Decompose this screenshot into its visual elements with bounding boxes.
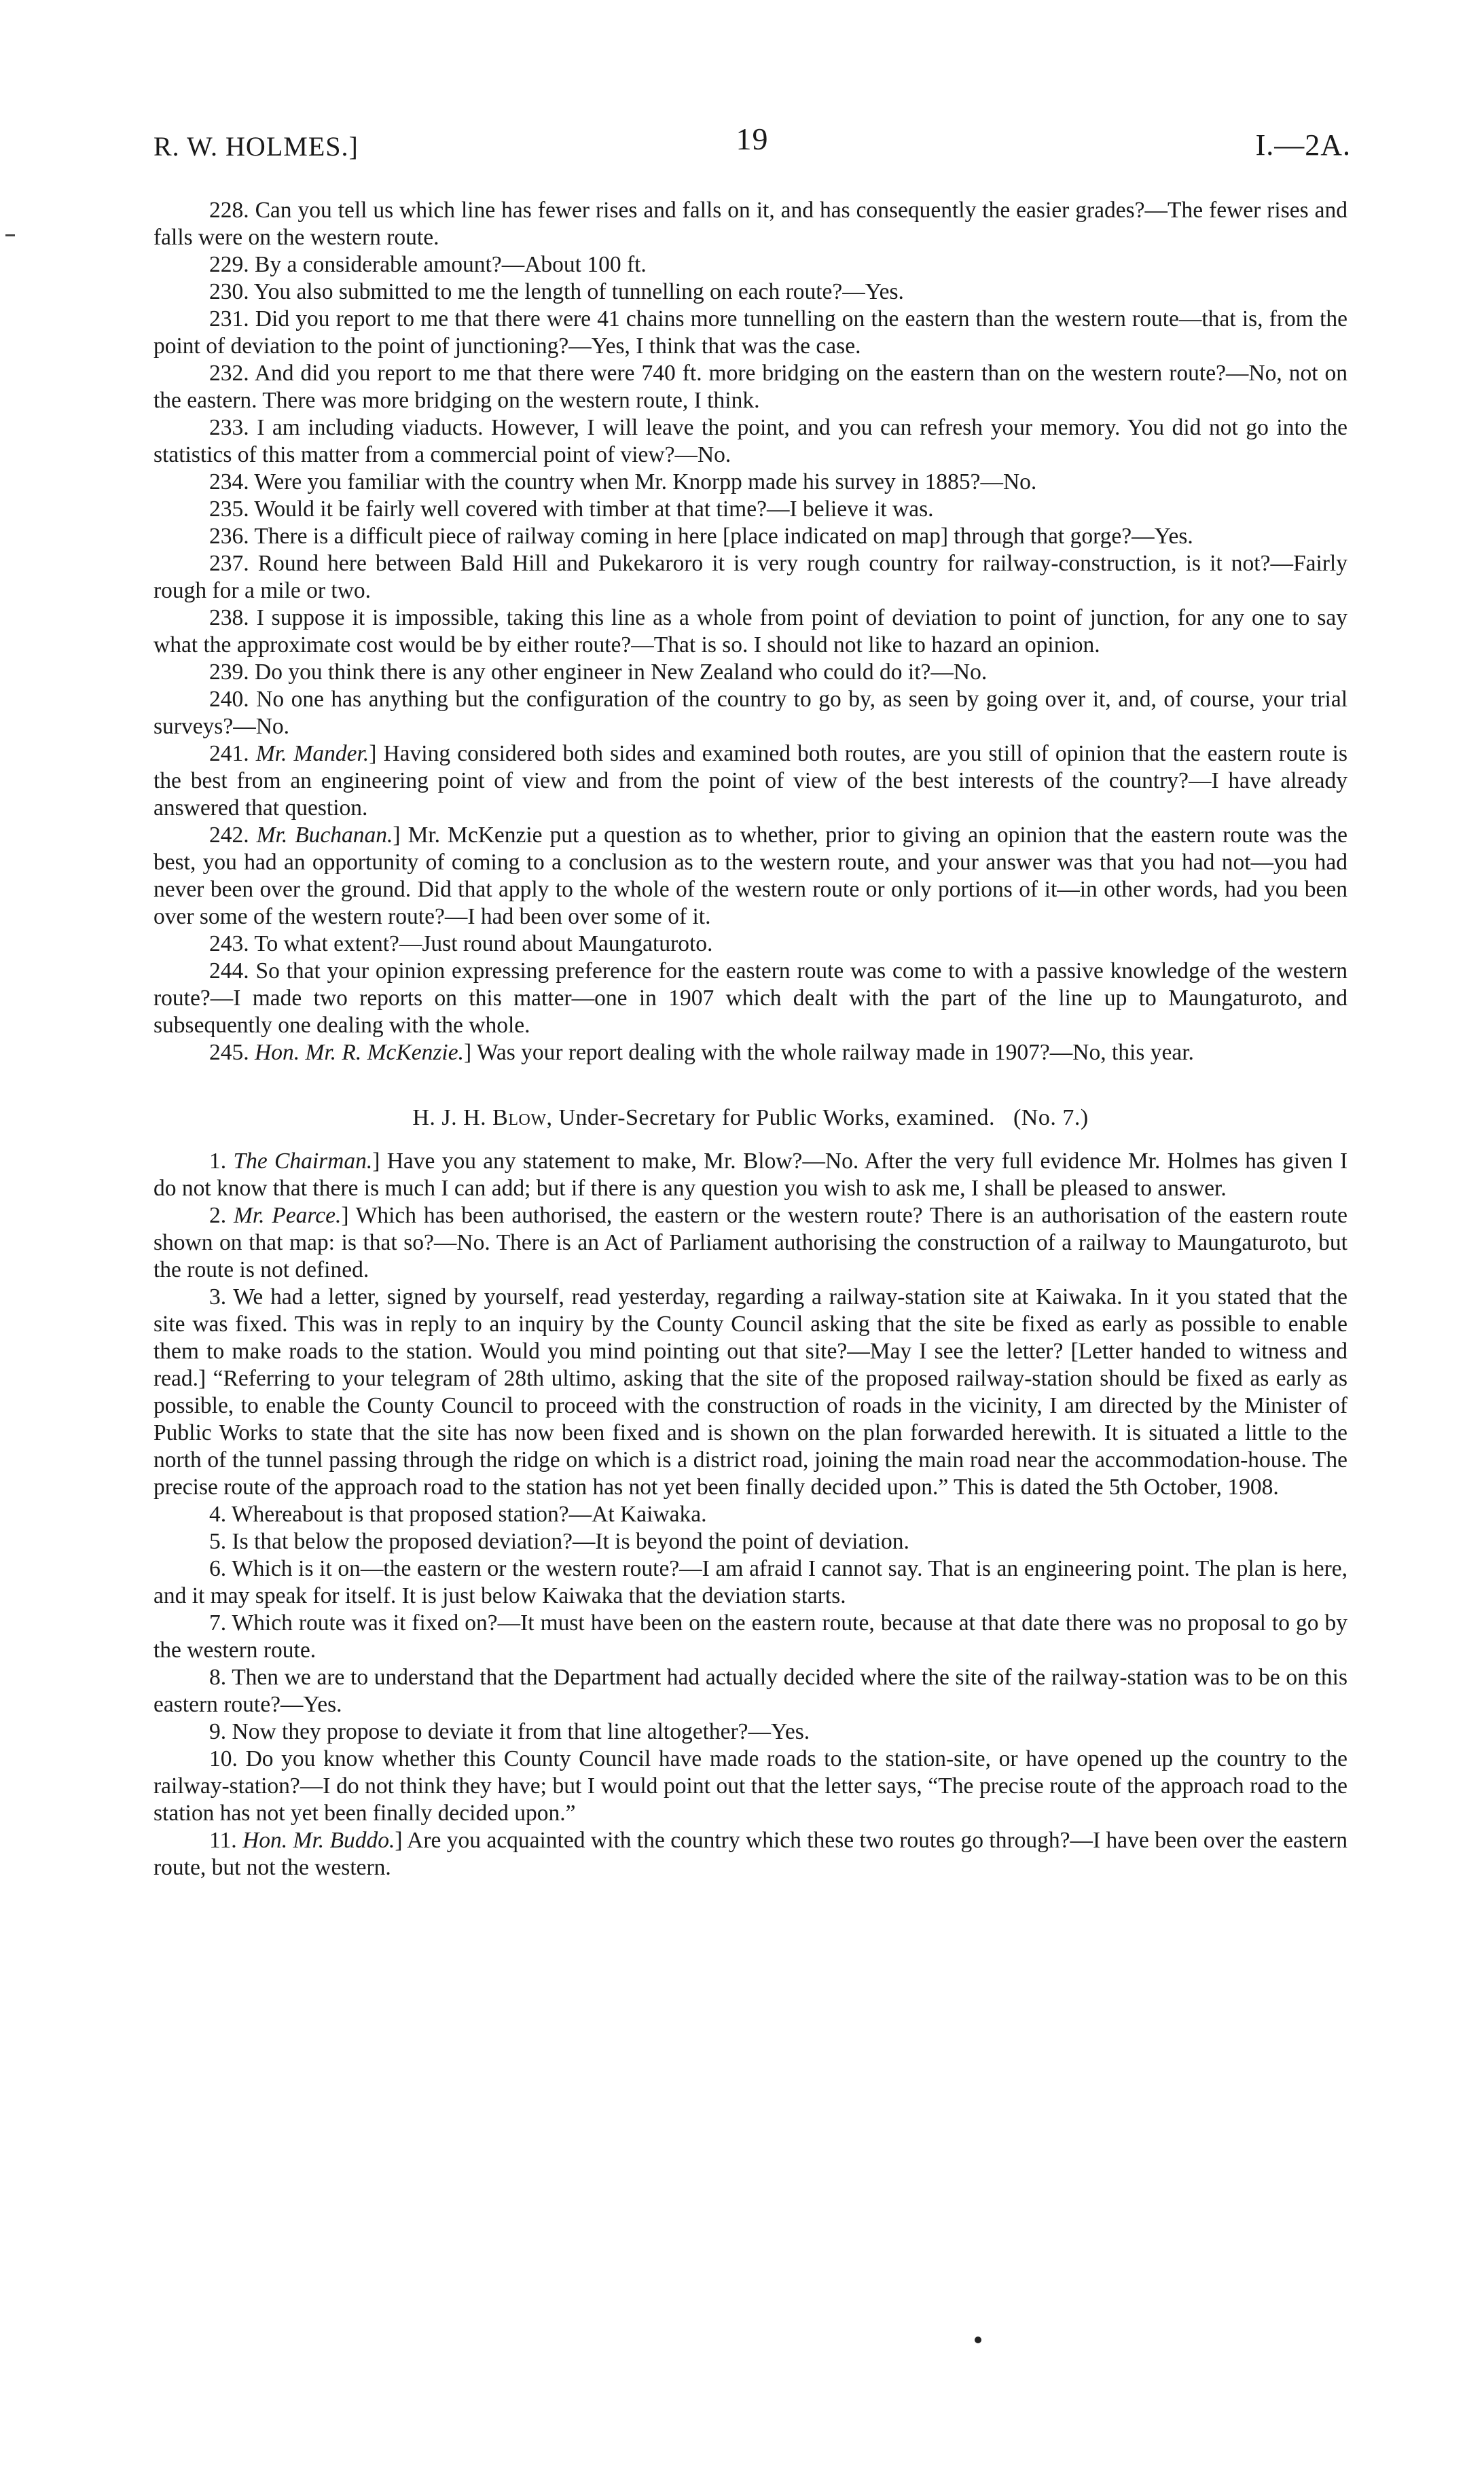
holmes-examination bbox=[153, 197, 1347, 1066]
speaker-name: Mr. Pearce. bbox=[233, 1203, 342, 1228]
question-number: 7. bbox=[209, 1610, 227, 1636]
question-paragraph: 2. Mr. Pearce.] Which has been authorised, the eastern or the western route? There is an authorisation of the eastern route shown on that map: is that so?—No. There is an Act of Parliament authorising the construction of a railway to Maungaturoto, but the route is not defined. bbox=[153, 1203, 1347, 1282]
question-text: Which route was it fixed on?—It must have been on the eastern route, because at that date there was no proposal to go by the western route. bbox=[153, 1610, 1347, 1663]
question-paragraph bbox=[153, 360, 1347, 414]
question-number: 244. bbox=[209, 958, 249, 984]
question-text: Have you any statement to make, Mr. Blow?—No. After the very full evidence Mr. Holmes has given I do not know that there is much I can add; but if there is any question you wish to ask me, I shall be pleased to answer. bbox=[153, 1149, 1348, 1201]
question-text: Can you tell us which line has fewer rises and falls on it, and has consequently the easier grades?—The fewer rises and falls were on the western route. bbox=[153, 198, 1347, 250]
question-number: 242. bbox=[209, 823, 249, 848]
question-paragraph bbox=[153, 197, 1347, 251]
section-number: (No. 7.) bbox=[1013, 1105, 1089, 1130]
question-number: 230. bbox=[209, 279, 249, 304]
question-paragraph bbox=[153, 469, 1347, 496]
question-text: Which is it on—the eastern or the western route?—I am afraid I cannot say. That is an engineering point. The plan is here, and it may speak for itself. It is just below Kaiwaka that the deviation starts. bbox=[153, 1556, 1347, 1608]
page-header bbox=[153, 121, 1351, 168]
question-number: 232. bbox=[209, 361, 249, 386]
question-text: Was your report dealing with the whole railway made in 1907?—No, this year. bbox=[476, 1040, 1194, 1065]
question-paragraph: 242. Mr. Buchanan.] Mr. McKenzie put a question as to whether, prior to giving an opinion that the eastern route was the best, you had an opportunity of coming to a conclusion as to the western route, and your answer was that you had not—you had never been over the ground. Did that apply to the whole of the western route or only portions of it—in other words, had you been over some of the western route?—I had been over some of it. bbox=[153, 823, 1348, 929]
question-text: Are you acquainted with the country which these two routes go through?—I have been over the eastern route, but not the western. bbox=[153, 1828, 1348, 1880]
speaker-name: Mr. Mander. bbox=[255, 741, 369, 766]
question-text: Do you know whether this County Council have made roads to the station-site, or have opened up the country to the railway-station?—I do not think they have; but I would point out that the letter says, “The precise route of the approach road to the station has not yet been finally decided upon.” bbox=[153, 1746, 1348, 1826]
question-number: 9. bbox=[209, 1719, 227, 1744]
question-text: Round here between Bald Hill and Pukekaroro it is very rough country for railway-construction, is it not?—Fairly rough for a mile or two. bbox=[153, 551, 1347, 603]
question-text: I suppose it is impossible, taking this line as a whole from point of deviation to point of junction, for any one to say what the approximate cost would be by either route?—That is so. I should not like to hazard an opinion. bbox=[153, 605, 1347, 657]
question-text: I am including viaducts. However, I will leave the point, and you can refresh your memory. You did not go into the statistics of this matter from a commercial point of view?—No. bbox=[153, 415, 1347, 467]
question-number: 236. bbox=[209, 524, 249, 549]
margin-mark bbox=[5, 234, 15, 236]
question-text: Were you familiar with the country when Mr. Knorpp made his survey in 1885?—No. bbox=[254, 469, 1037, 494]
question-paragraph bbox=[153, 958, 1347, 1039]
question-text: Would it be fairly well covered with timber at that time?—I believe it was. bbox=[254, 497, 934, 522]
question-paragraph bbox=[153, 496, 1347, 523]
speaker-name: The Chairman. bbox=[233, 1149, 373, 1174]
question-number: 241. bbox=[209, 741, 249, 766]
page-body bbox=[153, 197, 1347, 1881]
question-paragraph bbox=[153, 1610, 1347, 1664]
question-paragraph: 11. Hon. Mr. Buddo.] Are you acquainted with the country which these two routes go through?—I have been over the eastern route, but not the western. bbox=[153, 1828, 1348, 1880]
question-text: Did you report to me that there were 41 chains more tunnelling on the eastern than the western route—that is, from the point of deviation to the point of junctioning?—Yes, I think that was the case. bbox=[153, 306, 1347, 359]
question-paragraph bbox=[153, 686, 1347, 740]
question-text: To what extent?—Just round about Maungaturoto. bbox=[254, 931, 713, 956]
question-number: 239. bbox=[209, 660, 249, 685]
question-number: 229. bbox=[209, 252, 249, 277]
question-text: Having considered both sides and examined both routes, are you still of opinion that the eastern route is the best from an engineering point of view and from the point of view of the best interests of the country?—I have already answered that question. bbox=[153, 741, 1348, 820]
question-paragraph bbox=[153, 523, 1347, 550]
question-paragraph bbox=[153, 414, 1347, 469]
question-paragraph bbox=[153, 1746, 1347, 1827]
question-paragraph bbox=[153, 251, 1347, 278]
question-paragraph bbox=[153, 550, 1347, 605]
question-text: Which has been authorised, the eastern or the western route? There is an authorisation of the eastern route shown on that map: is that so?—No. There is an Act of Parliament authorising the construction of a railway to Maungaturoto, but the route is not defined. bbox=[153, 1203, 1347, 1282]
speaker-name: Mr. Buchanan. bbox=[256, 823, 393, 848]
question-paragraph bbox=[153, 1664, 1347, 1718]
question-number: 243. bbox=[209, 931, 249, 956]
question-number: 6. bbox=[209, 1556, 227, 1581]
question-paragraph: 241. Mr. Mander.] Having considered both sides and examined both routes, are you still of opinion that the eastern route is the best from an engineering point of view and from the point of view of the best interests of the country?—I have already answered that question. bbox=[153, 741, 1348, 820]
question-paragraph bbox=[153, 306, 1347, 360]
question-number: 1. bbox=[209, 1149, 227, 1174]
question-paragraph bbox=[153, 1501, 1347, 1528]
question-number: 4. bbox=[209, 1502, 227, 1527]
question-number: 11. bbox=[209, 1828, 237, 1853]
question-text: Do you think there is any other engineer in New Zealand who could do it?—No. bbox=[255, 660, 988, 685]
question-number: 237. bbox=[209, 551, 249, 576]
question-number: 245. bbox=[209, 1040, 249, 1065]
question-text: Whereabout is that proposed station?—At Kaiwaka. bbox=[231, 1502, 707, 1527]
question-number: 234. bbox=[209, 469, 249, 494]
section-heading bbox=[153, 1104, 1347, 1132]
question-number: 238. bbox=[209, 605, 249, 630]
question-number: 240. bbox=[209, 687, 249, 712]
question-text: No one has anything but the configuration of the country to go by, as seen by going over it, and, of course, your trial surveys?—No. bbox=[153, 687, 1347, 739]
question-paragraph bbox=[153, 1555, 1347, 1610]
question-text: We had a letter, signed by yourself, read yesterday, regarding a railway-station site at Kaiwaka. In it you stated that the site was fixed. This was in reply to an inquiry by the County Council asking that the site be fixed as early as possible to enable them to make roads to the station. Would you mind pointing out that site?—May I see the letter? [Letter handed to witness and read.] “Referring to your telegram of 28th ultimo, asking that the site of the proposed railway-station should be fixed as early as possible, to enable the County Council to proceed with the construction of roads in the vicinity, I am directed by the Minister of Public Works to state that the site has now been fixed and is shown on the plan forwarded herewith. It is situated a little to the north of the tunnel passing through the ridge on which is a district road, joining the main road near the accommodation-house. The precise route of the approach road to the station has not yet been finally decided upon.” This is dated the 5th October, 1908. bbox=[153, 1284, 1347, 1500]
blow-examination bbox=[153, 1148, 1347, 1881]
question-number: 8. bbox=[209, 1665, 227, 1690]
question-text: So that your opinion expressing preference for the eastern route was come to with a passive knowledge of the western route?—I made two reports on this matter—one in 1907 which dealt with the part of the line up to Maungaturoto, and subsequently one dealing with the whole. bbox=[153, 958, 1348, 1038]
question-text: You also submitted to me the length of tunnelling on each route?—Yes. bbox=[253, 279, 904, 304]
question-text: There is a difficult piece of railway coming in here [place indicated on map] through that gorge?—Yes. bbox=[254, 524, 1193, 549]
question-paragraph bbox=[153, 278, 1347, 306]
question-paragraph bbox=[153, 1284, 1347, 1501]
question-paragraph bbox=[153, 605, 1347, 659]
header-witness: R. W. HOLMES.] bbox=[153, 131, 359, 162]
question-paragraph bbox=[153, 931, 1347, 958]
question-number: 3. bbox=[209, 1284, 227, 1310]
question-text: By a considerable amount?—About 100 ft. bbox=[255, 252, 647, 277]
question-text: Is that below the proposed deviation?—It is beyond the point of deviation. bbox=[232, 1529, 909, 1554]
question-text: Now they propose to deviate it from that line altogether?—Yes. bbox=[232, 1719, 810, 1744]
section-witness-name: H. J. H. Blow bbox=[412, 1105, 547, 1130]
question-number: 228. bbox=[209, 198, 249, 223]
question-paragraph: 1. The Chairman.] Have you any statement to make, Mr. Blow?—No. After the very full evidence Mr. Holmes has given I do not know that there is much I can add; but if there is any question you wish to ask me, I shall be pleased to answer. bbox=[153, 1149, 1348, 1201]
question-number: 233. bbox=[209, 415, 249, 440]
question-paragraph bbox=[153, 1718, 1347, 1746]
question-text: And did you report to me that there were 740 ft. more bridging on the eastern than on the western route?—No, not on the eastern. There was more bridging on the western route, I think. bbox=[153, 361, 1348, 413]
speaker-name: Hon. Mr. R. McKenzie. bbox=[255, 1040, 464, 1065]
page-number: 19 bbox=[736, 122, 769, 156]
question-text: Mr. McKenzie put a question as to whether, prior to giving an opinion that the eastern route was the best, you had an opportunity of coming to a conclusion as to the western route, and your answer was that you had not—you had never been over the ground. Did that apply to the whole of the western route or only portions of it—in other words, had you been over some of the western route?—I had been over some of it. bbox=[153, 823, 1348, 929]
speaker-name: Hon. Mr. Buddo. bbox=[242, 1828, 395, 1853]
stray-dot bbox=[975, 2337, 981, 2343]
question-paragraph: 245. Hon. Mr. R. McKenzie.] Was your report dealing with the whole railway made in 1907?—No, this year. bbox=[209, 1040, 1194, 1065]
question-paragraph bbox=[153, 659, 1347, 686]
question-number: 10. bbox=[209, 1746, 238, 1771]
paper-reference: I.—2A. bbox=[1255, 128, 1351, 162]
section-witness-role: , Under-Secretary for Public Works, examined. bbox=[546, 1105, 995, 1130]
question-number: 235. bbox=[209, 497, 249, 522]
question-text: Then we are to understand that the Department had actually decided where the site of the railway-station was to be on this eastern route?—Yes. bbox=[153, 1665, 1347, 1717]
question-number: 231. bbox=[209, 306, 249, 331]
question-number: 2. bbox=[209, 1203, 227, 1228]
question-number: 5. bbox=[209, 1529, 227, 1554]
question-paragraph bbox=[153, 1528, 1347, 1555]
